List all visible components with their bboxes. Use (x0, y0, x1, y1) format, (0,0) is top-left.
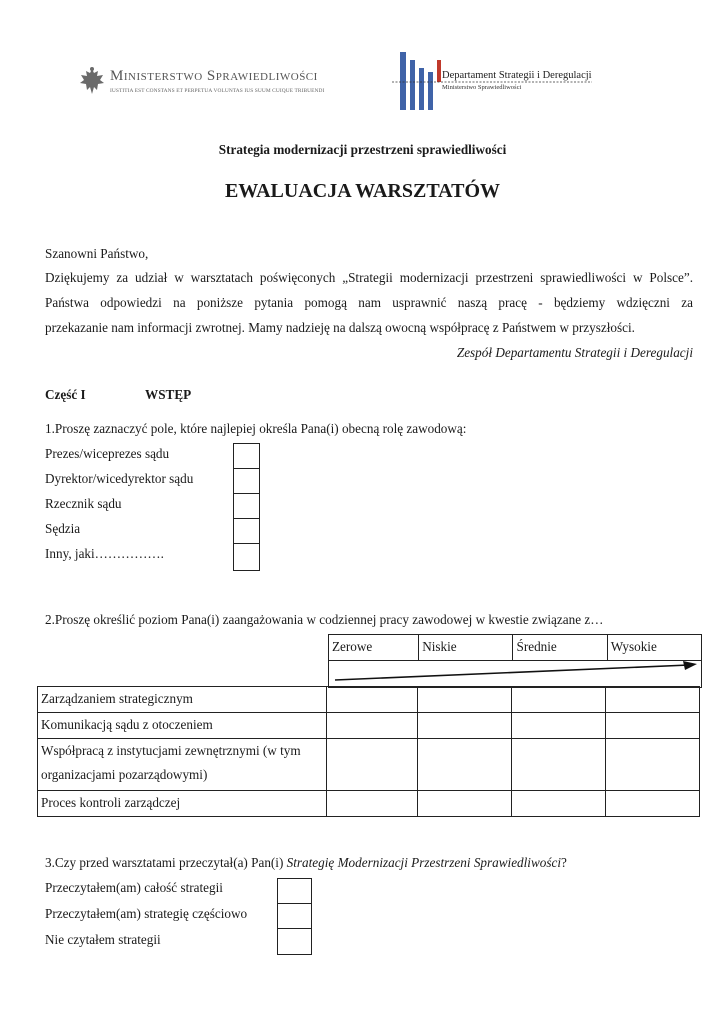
row-label: Proces kontroli zarządczej (38, 791, 327, 817)
increasing-arrow-icon (329, 661, 701, 687)
q3-checkbox[interactable] (277, 878, 312, 904)
rating-cell[interactable] (417, 687, 511, 713)
table-row (38, 791, 700, 817)
q1-option-label: Inny, jaki……………. (45, 546, 164, 561)
rating-cell[interactable] (605, 713, 699, 739)
rating-cell[interactable] (417, 791, 511, 817)
row-label-line: Współpracą z instytucjami zewnętrznymi (w tym (41, 743, 301, 758)
rating-cell[interactable] (417, 739, 511, 791)
department-logo (392, 50, 607, 112)
q3-checkbox[interactable] (277, 903, 312, 929)
q1-option-label: Dyrektor/wicedyrektor sądu (45, 471, 194, 486)
q2-rating-table (37, 686, 700, 817)
row-label-line: organizacjami pozarządowymi) (41, 767, 208, 782)
ministry-logo (78, 66, 340, 100)
rating-cell[interactable] (511, 687, 605, 713)
level-header-cell: Średnie (513, 635, 607, 661)
q3-question-italic: Strategię Modernizacji Przestrzeni Sprawiedliwości (286, 855, 562, 870)
rating-cell[interactable] (417, 713, 511, 739)
q3-question-suffix: ? (561, 855, 567, 870)
q1-checkbox[interactable] (233, 543, 260, 571)
rating-cell[interactable] (327, 687, 417, 713)
rating-cell[interactable] (511, 739, 605, 791)
rating-cell[interactable] (327, 713, 417, 739)
row-label (38, 739, 327, 791)
q2-levels-header (328, 634, 702, 688)
table-row (38, 713, 700, 739)
rating-cell[interactable] (327, 791, 417, 817)
document-subtitle: Strategia modernizacji przestrzeni sprawiedliwości (218, 142, 507, 157)
q1-option-label: Prezes/wiceprezes sądu (45, 446, 170, 461)
rating-cell[interactable] (327, 739, 417, 791)
part-name: WSTĘP (145, 387, 192, 402)
q3-option-label: Przeczytałem(am) strategię częściowo (45, 906, 248, 921)
table-row (38, 739, 700, 791)
ministry-logo-text: Ministerstwo Sprawiedliwości (110, 68, 318, 84)
q1-checkbox[interactable] (233, 493, 260, 519)
bar-chart-logo-icon (392, 50, 607, 112)
greeting: Szanowni Państwo, (45, 246, 149, 261)
q3-checkbox[interactable] (277, 928, 312, 955)
q3-question-prefix: 3.Czy przed warsztatami przeczytał(a) Pan(i) (45, 855, 287, 870)
q3-option-label: Nie czytałem strategii (45, 932, 161, 947)
q3-option-label: Przeczytałem(am) całość strategii (45, 880, 223, 895)
department-logo-line2: Ministerstwo Sprawiedliwości (442, 84, 522, 91)
level-arrow-cell (329, 661, 702, 688)
rating-cell[interactable] (605, 739, 699, 791)
q1-checkbox[interactable] (233, 518, 260, 544)
row-label: Komunikacją sądu z otoczeniem (38, 713, 327, 739)
q1-question: 1.Proszę zaznaczyć pole, które najlepiej określa Pana(i) obecną rolę zawodową: (45, 421, 467, 436)
department-logo-line1: Departament Strategii i Deregulacji (442, 70, 592, 81)
q3-question (45, 855, 567, 871)
part-label: Część I (45, 387, 86, 402)
q2-question: 2.Proszę określić poziom Pana(i) zaangażowania w codziennej pracy zawodowej w kwestie związane z… (45, 612, 604, 627)
q1-checkbox[interactable] (233, 443, 260, 469)
table-row (38, 687, 700, 713)
q1-checkbox[interactable] (233, 468, 260, 494)
signature: Zespół Departamentu Strategii i Deregulacji (456, 345, 693, 360)
level-header-cell: Wysokie (607, 635, 701, 661)
q1-option-label: Rzecznik sądu (45, 496, 122, 511)
intro-line-3: przekazanie nam informacji zwrotnej. Mamy nadzieję na dalszą owocną współpracę z Państwem w przyszłości. (45, 320, 635, 335)
level-header-cell: Zerowe (329, 635, 419, 661)
q1-option-label: Sędzia (45, 521, 81, 536)
rating-cell[interactable] (605, 791, 699, 817)
intro-line-2: Państwa odpowiedzi na poniższe pytania pomogą nam usprawnić naszą pracę - będziemy wdzięczni za (45, 295, 693, 310)
rating-cell[interactable] (605, 687, 699, 713)
level-header-cell: Niskie (419, 635, 513, 661)
rating-cell[interactable] (511, 713, 605, 739)
row-label: Zarządzaniem strategicznym (38, 687, 327, 713)
document-title: EWALUACJA WARSZTATÓW (224, 180, 501, 202)
eagle-emblem-icon (78, 66, 106, 100)
intro-line-1: Dziękujemy za udział w warsztatach poświęconych „Strategii modernizacji przestrzeni sprawiedliwości w Polsce”. (45, 270, 693, 285)
rating-cell[interactable] (511, 791, 605, 817)
ministry-logo-motto: IUSTITIA EST CONSTANS ET PERPETUA VOLUNTAS IUS SUUM CUIQUE TRIBUENDI (110, 88, 325, 94)
